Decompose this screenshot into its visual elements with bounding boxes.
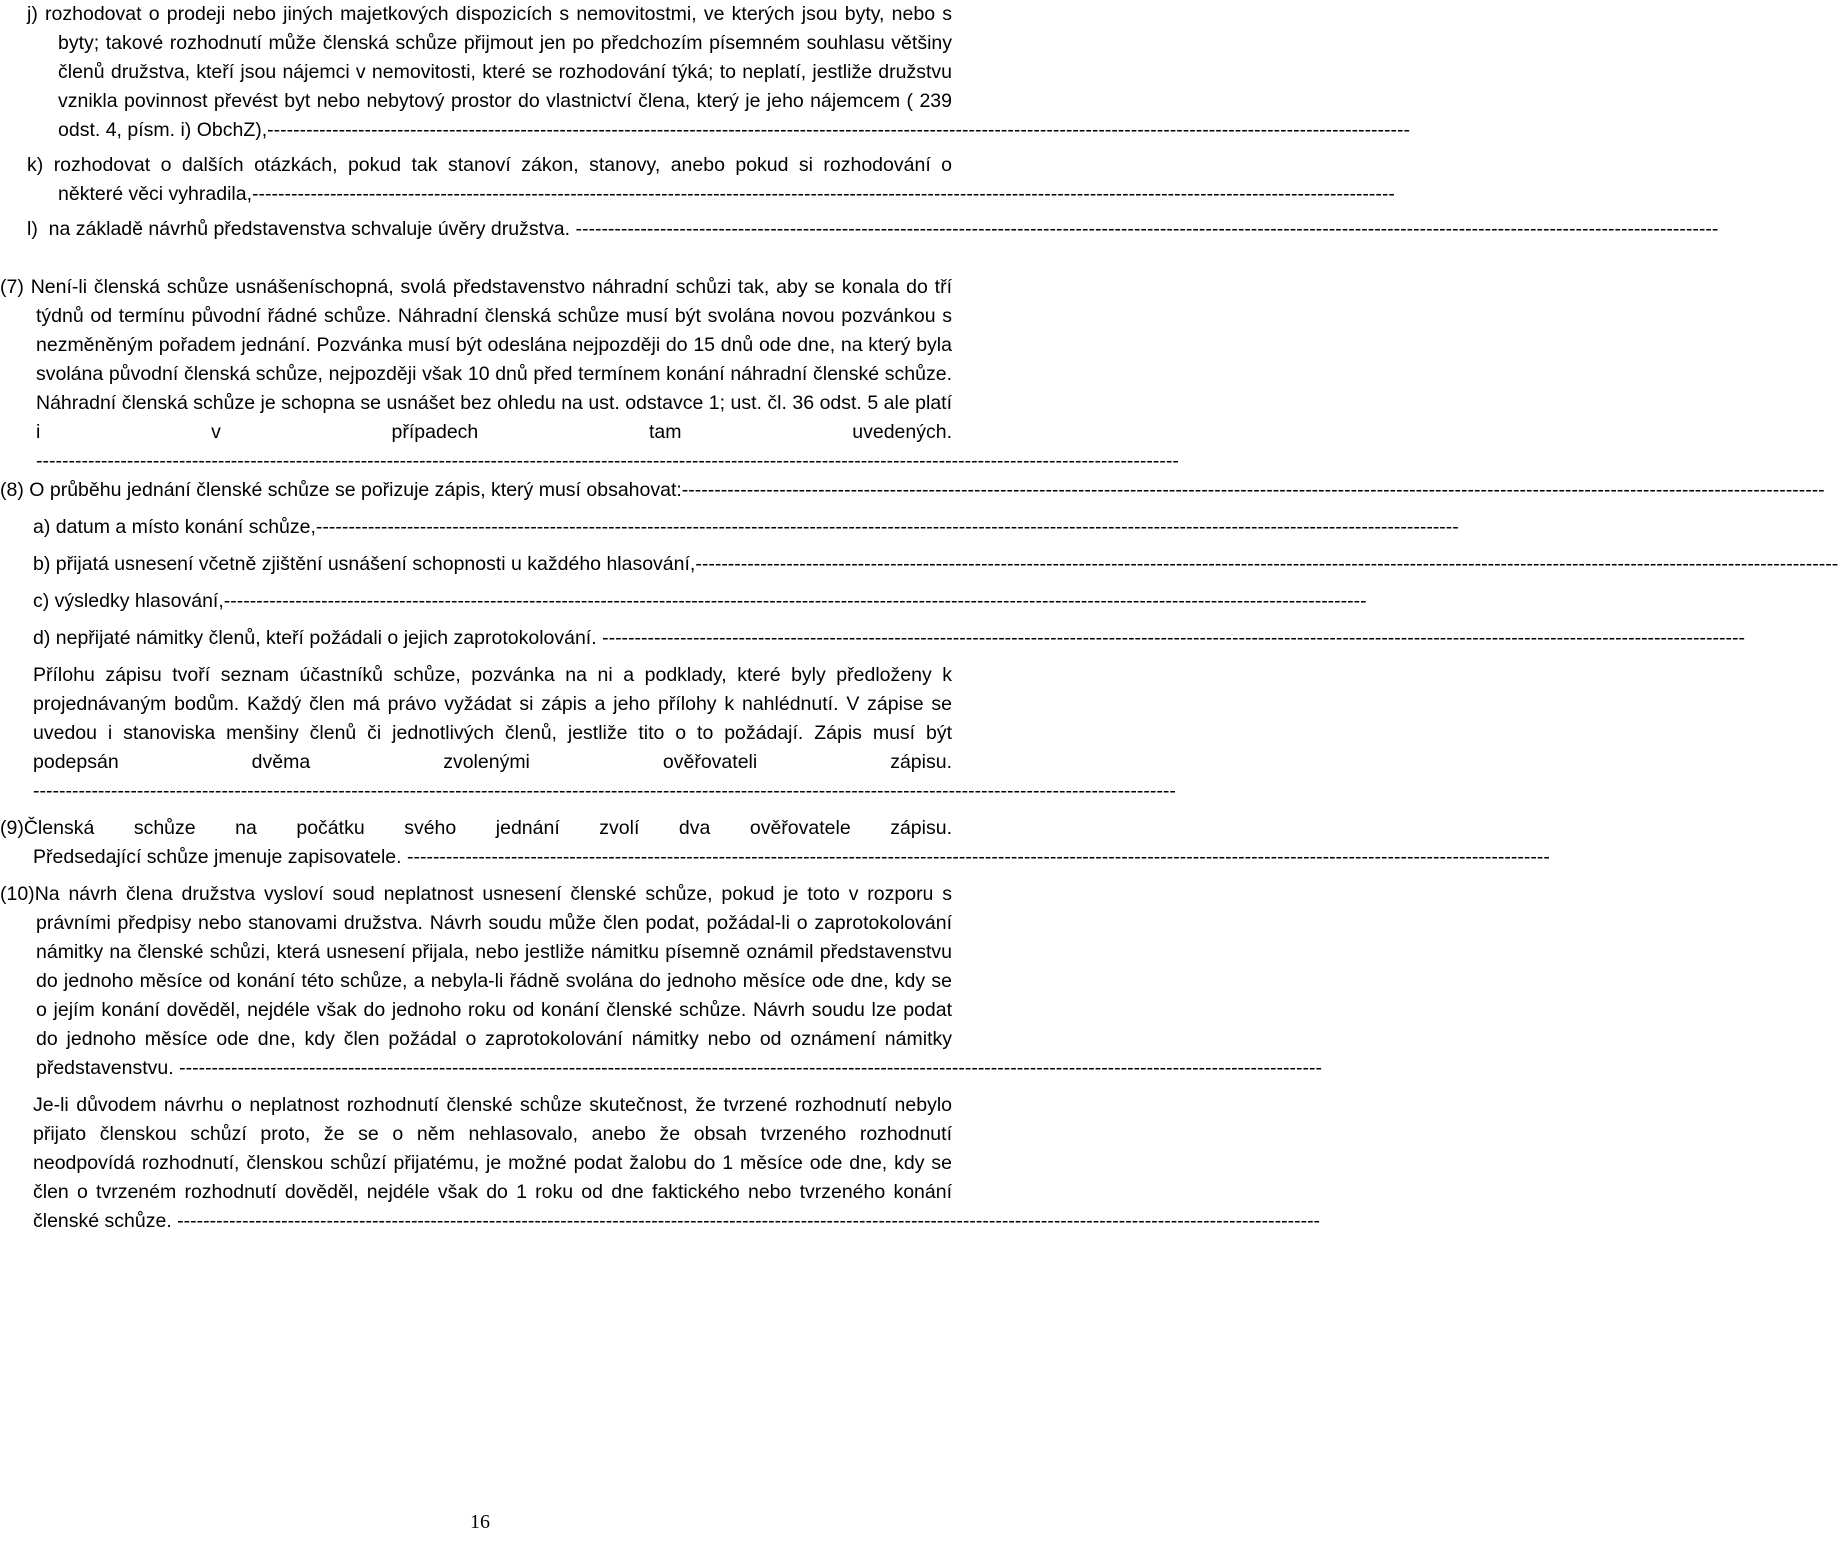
item-marker: j) [27,3,38,25]
list-item-a [0,513,1459,542]
page-number: 16 [470,1511,490,1533]
dash-filler: -------------------------------------------------------------------------------------------------------------------------------------------------------------------------------- [179,1057,1322,1079]
paragraph-7 [0,273,1179,476]
dash-filler: -------------------------------------------------------------------------------------------------------------------------------------------------------------------------------- [406,846,1550,868]
list-item-b [0,550,1838,579]
paragraph-9 [0,814,1550,872]
list-item-j [0,0,1411,145]
item-marker: c) [33,590,50,612]
item-text: datum a místo konání schůze, [55,516,316,538]
paragraph-marker: (9) [0,817,24,839]
dash-filler: -------------------------------------------------------------------------------------------------------------------------------------------------------------------------------- [267,119,1411,141]
dash-filler: -------------------------------------------------------------------------------------------------------------------------------------------------------------------------------- [36,450,1179,472]
item-text: přijatá usnesení včetně zjištění usnášení schopnosti u každého hlasování, [55,553,696,575]
paragraph-text: Na návrh člena družstva vysloví soud neplatnost usnesení členské schůze, pokud je toto v rozporu s právními předpisy nebo stanovami družstva. Návrh soudu může člen podat, požádal-li o zaprotokolování námitky na členské schůzi, která usnesení přijala, nebo jestliže námitku písemně oznámil představenstvu do jednoho měsíce od konání této schůze, a nebyla-li řádně svolána do jednoho měsíce ode dne, kdy se o jejím konání dověděl, nejdéle však do jednoho roku od konání členské schůze. Návrh soudu lze podat do jednoho měsíce ode dne, kdy člen požádal o zaprotokolování námitky nebo od oznámení námitky představenstvu. [34,883,952,1079]
list-item-k [0,151,1395,209]
list-item-c [0,587,1367,616]
item-marker: k) [27,154,44,176]
paragraph-text: O průběhu jednání členské schůze se pořizuje zápis, který musí obsahovat: [29,479,682,501]
item-marker: a) [33,516,51,538]
paragraph-8-intro [0,476,1825,505]
dash-filler: -------------------------------------------------------------------------------------------------------------------------------------------------------------------------------- [602,627,1745,649]
dash-filler: -------------------------------------------------------------------------------------------------------------------------------------------------------------------------------- [695,553,1838,575]
dash-filler: -------------------------------------------------------------------------------------------------------------------------------------------------------------------------------- [177,1210,1321,1232]
item-marker: d) [33,627,51,649]
list-item-d [0,624,1745,653]
paragraph-marker: (8) [0,479,24,501]
paragraph-10 [0,880,1322,1083]
dash-filler: -------------------------------------------------------------------------------------------------------------------------------------------------------------------------------- [315,516,1459,538]
paragraph-10-continued [0,1091,1321,1236]
item-marker: l) [27,218,38,240]
item-marker: b) [33,553,51,575]
list-item-l [0,215,1719,244]
dash-filler: -------------------------------------------------------------------------------------------------------------------------------------------------------------------------------- [33,780,1176,802]
paragraph-text-2: Předsedající schůze jmenuje zapisovatele. [33,846,402,868]
paragraph-marker: (10) [0,883,35,905]
item-text: výsledky hlasování, [54,590,224,612]
item-text: na základě návrhů představenstva schvaluje úvěry družstva. [48,218,571,240]
paragraph-text: Je-li důvodem návrhu o neplatnost rozhodnutí členské schůze skutečnost, že tvrzené rozhodnutí nebylo přijato členskou schůzí proto, že se o něm nehlasovalo, anebo že obsah tvrzeného rozhodnutí neodpovídá rozhodnutí, členskou schůzí přijatému, je možné podat žalobu do 1 měsíce ode dne, kdy se člen o tvrzeném rozhodnutí dověděl, nejdéle však do 1 roku od dne faktického nebo tvrzeného konání členské schůze. [33,1094,952,1232]
item-text: rozhodovat o prodeji nebo jiných majetkových dispozicích s nemovitostmi, ve kterých jsou byty, nebo s byty; takové rozhodnutí může členská schůze přijmout jen po předchozím písemném souhlasu většiny členů družstva, kteří jsou nájemci v nemovitosti, které se rozhodování týká; to neplatí, jestliže družstvu vznikla povinnost převést byt nebo nebytový prostor do vlastnictví člena, který je jeho nájemcem ( 239 odst. 4, písm. i) ObchZ), [45,3,952,141]
item-text: nepřijaté námitky členů, kteří požádali o jejich zaprotokolování. [55,627,597,649]
item-text: rozhodovat o dalších otázkách, pokud tak stanoví zákon, stanovy, anebo pokud si rozhodování o některé věci vyhradila, [53,154,952,205]
dash-filler: -------------------------------------------------------------------------------------------------------------------------------------------------------------------------------- [575,218,1719,240]
paragraph-text: Přílohu zápisu tvoří seznam účastníků schůze, pozvánka na ni a podklady, které byly předloženy k projednávaným bodům. Každý člen má právo vyžádat si zápis a jeho přílohy k nahlédnutí. V zápise se uvedou i stanoviska menšiny členů či jednotlivých členů, jestliže tito o to požádají. Zápis musí být podepsán dvěma zvolenými ověřovateli zápisu. [33,664,952,773]
paragraph-text: Členská schůze na počátku svého jednání zvolí dva ověřovatele zápisu. [23,817,952,839]
dash-filler: -------------------------------------------------------------------------------------------------------------------------------------------------------------------------------- [681,479,1825,501]
dash-filler: -------------------------------------------------------------------------------------------------------------------------------------------------------------------------------- [252,183,1395,205]
paragraph-marker: (7) [0,276,24,298]
dash-filler: -------------------------------------------------------------------------------------------------------------------------------------------------------------------------------- [223,590,1367,612]
paragraph-text: Není-li členská schůze usnášeníschopná, svolá představenstvo náhradní schůzi tak, aby se konala do tří týdnů od termínu původní řádné schůze. Náhradní členská schůze musí být svolána novou pozvánkou s nezměněným pořadem jednání. Pozvánka musí být odeslána nejpozději do 15 dnů ode dne, na který byla svolána původní členská schůze, nejpozději však 10 dnů před termínem konání náhradní členské schůze. Náhradní členská schůze je schopna se usnášet bez ohledu na ust. odstavce 1; ust. čl. 36 odst. 5 ale platí i v případech tam uvedených. [30,276,953,443]
paragraph-8-closing [0,661,1176,806]
